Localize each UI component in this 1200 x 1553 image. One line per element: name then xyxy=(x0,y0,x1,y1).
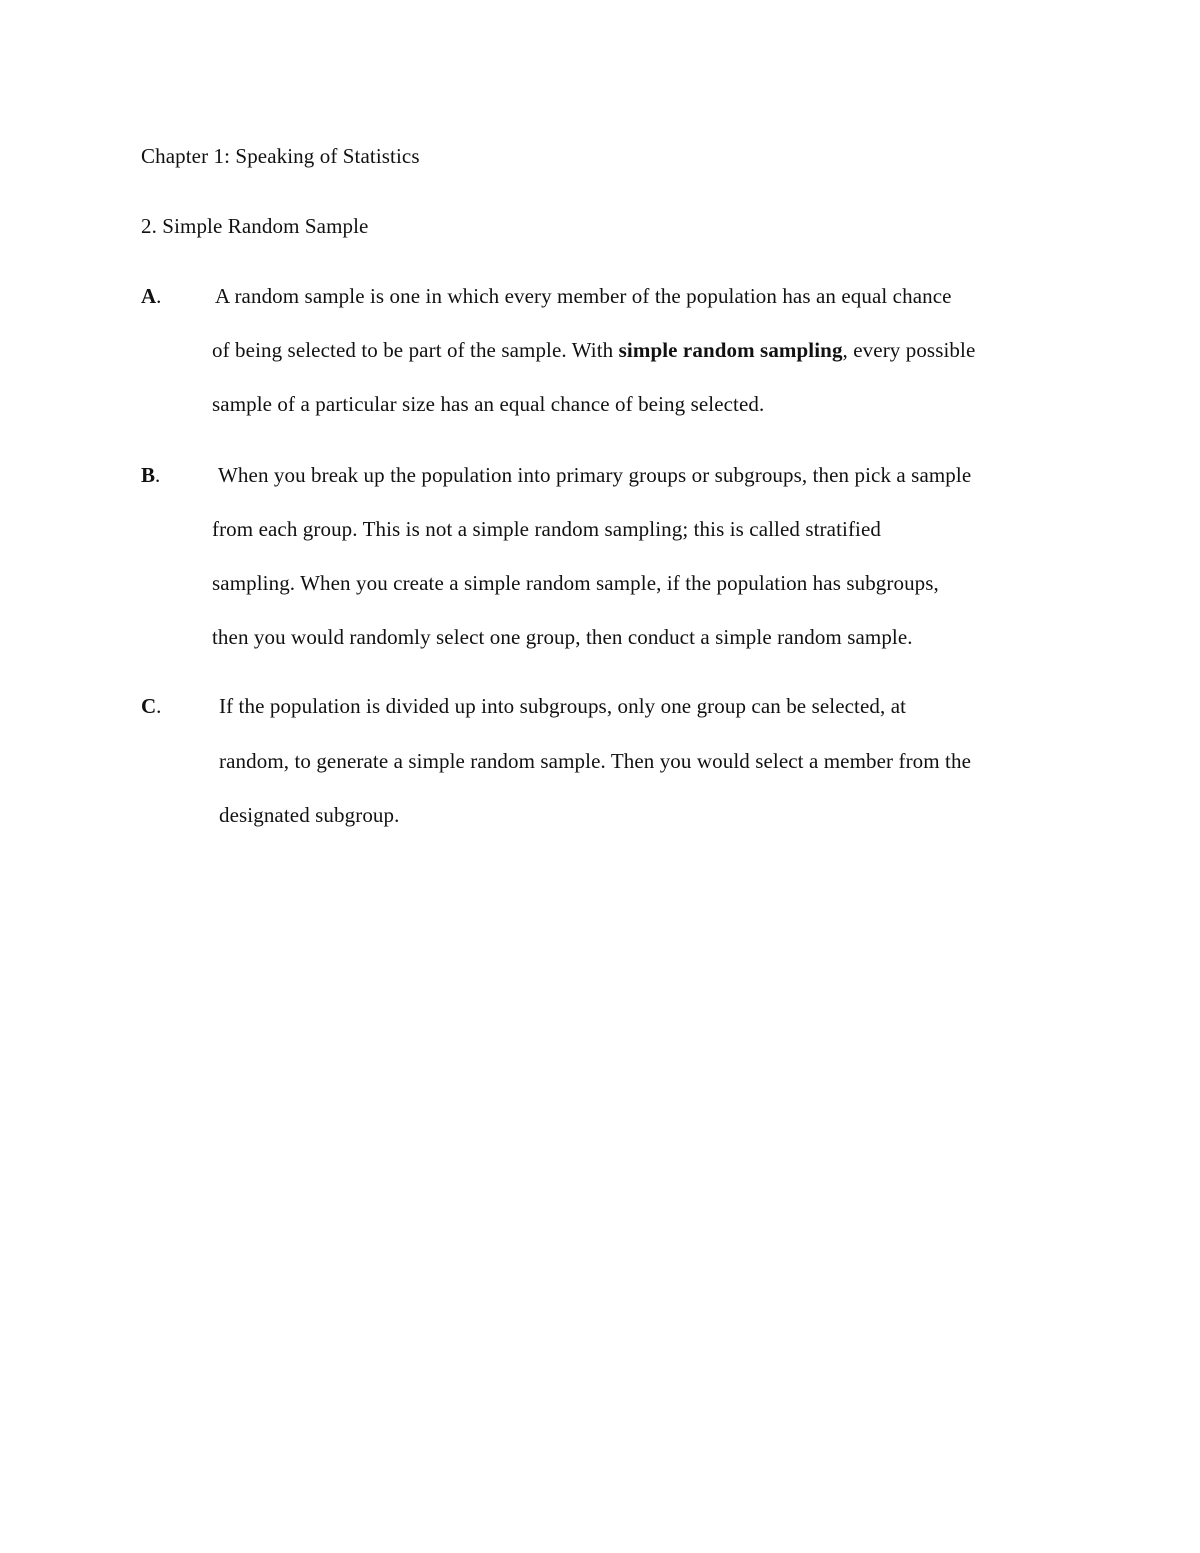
item-b-line-2: from each group. This is not a simple random sampling; this is called stratified xyxy=(212,517,881,541)
item-c-line-2: random, to generate a simple random sample. Then you would select a member from the xyxy=(219,749,972,773)
item-c-letter: C xyxy=(141,694,157,718)
item-a-line-2 xyxy=(212,337,975,363)
section-title: 2. Simple Random Sample xyxy=(141,214,369,238)
item-a-line-2-end: , every possible xyxy=(842,338,976,362)
item-c-line-3: designated subgroup. xyxy=(219,803,400,827)
chapter-title: Chapter 1: Speaking of Statistics xyxy=(141,144,420,168)
item-b-line-1: When you break up the population into primary groups or subgroups, then pick a sample xyxy=(218,463,972,487)
item-a-letter: A xyxy=(141,284,157,308)
item-c-suffix: . xyxy=(156,694,162,718)
item-b-line-3: sampling. When you create a simple random sample, if the population has subgroups, xyxy=(212,571,939,595)
item-a-line-1: A random sample is one in which every member of the population has an equal chance xyxy=(215,284,952,308)
item-b-line-4: then you would randomly select one group, then conduct a simple random sample. xyxy=(212,625,913,649)
item-a-suffix: . xyxy=(156,284,162,308)
item-a-marker xyxy=(141,283,161,309)
item-c-marker xyxy=(141,693,161,719)
item-b-marker xyxy=(141,462,160,488)
item-a-line-2-start: of being selected to be part of the sample. With xyxy=(212,338,619,362)
item-a-bold-term: simple random sampling xyxy=(618,338,843,362)
item-a-line-3: sample of a particular size has an equal chance of being selected. xyxy=(212,392,765,416)
item-b-suffix: . xyxy=(155,463,161,487)
item-c-line-1: If the population is divided up into subgroups, only one group can be selected, at xyxy=(219,694,907,718)
item-b-letter: B xyxy=(141,463,156,487)
